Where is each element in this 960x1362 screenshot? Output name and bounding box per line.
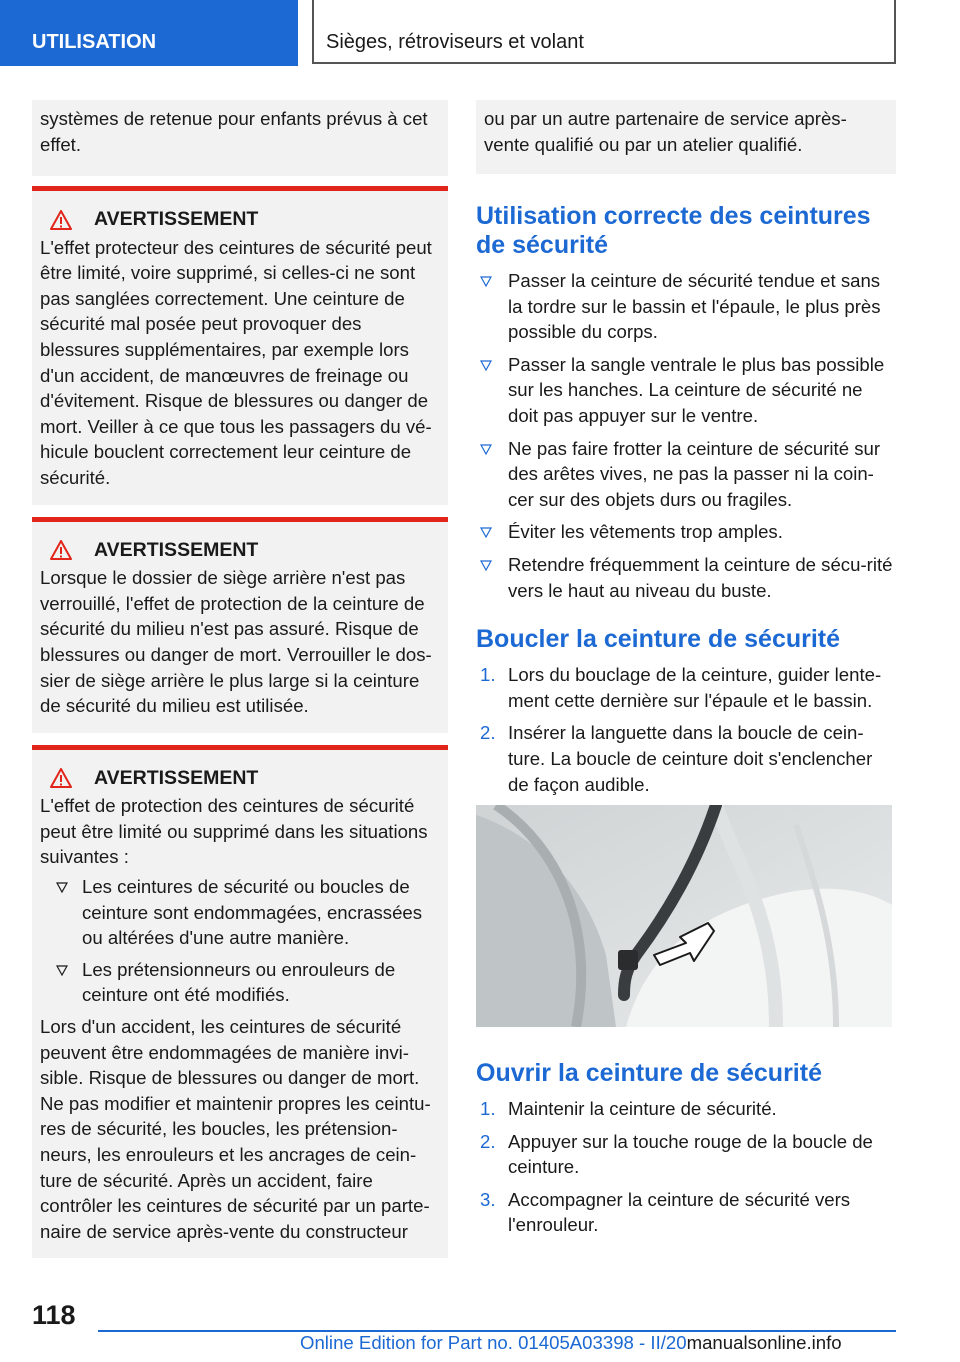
- section-heading: Utilisation correcte des ceintures de sécurité: [476, 202, 871, 259]
- step-number: 1.: [480, 664, 496, 686]
- warning-heading: AVERTISSEMENT: [40, 207, 438, 233]
- steps-list: [476, 662, 896, 797]
- section-heading: Boucler la ceinture de sécurité: [476, 625, 841, 654]
- triangle-bullet-icon: [480, 560, 492, 571]
- step-number: 1.: [480, 1098, 496, 1120]
- section-tab: UTILISATION: [0, 0, 298, 66]
- continuation-box: [476, 100, 896, 174]
- list-item: Les prétensionneurs ou enrouleurs de ceinture ont été modifiés.: [40, 957, 438, 1008]
- triangle-bullet-icon: [480, 276, 492, 287]
- footer-edition: Online Edition for Part no. 01405A03398 - II/20manualsonline.info: [300, 1332, 842, 1353]
- list-item: 1. Lors du bouclage de la ceinture, guider lente-ment cette dernière sur l'épaule et le bassin.: [480, 664, 882, 711]
- list-item: 2. Appuyer sur la touche rouge de la boucle de ceinture.: [480, 1130, 873, 1178]
- triangle-bullet-icon: [480, 360, 492, 371]
- right-column: [476, 100, 896, 1245]
- triangle-bullet-icon: [480, 527, 492, 538]
- list-item: Retendre fréquemment la ceinture de sécu-rité vers le haut au niveau du buste.: [476, 552, 896, 603]
- warning-text: Lors d'un accident, les ceintures de sécurité peuvent être endommagées de manière invi-sible. Risque de blessures ou danger de mort. Ne pas modifier et maintenir propres les ceintu-res de sécurité, les boucles, les prétension-neurs, les enrouleurs et les ancrages de cein-ture de sécurité. Après un accident, faire contrôler les ceintures de sécurité par un parte-naire de service après-vente du constructeur: [40, 1016, 431, 1242]
- footer-watermark: manualsonline.info: [686, 1332, 842, 1353]
- list-item: Passer la ceinture de sécurité tendue et sans la tordre sur le bassin et l'épaule, le plus près possible du corps.: [476, 268, 896, 345]
- tips-list: [476, 268, 896, 603]
- triangle-bullet-icon: [56, 965, 68, 976]
- triangle-bullet-icon: [480, 444, 492, 455]
- warning-text: L'effet protecteur des ceintures de sécurité peut être limité, voire supprimé, si celles-ci ne sont pas sanglées correctement. Une ceinture de sécurité mal posée peut provoquer des blessures supplémentaires, par exemple lors d'un accident, de manœuvres de freinage ou d'évitement. Risque de blessures ou danger de mort. Veiller à ce que tous les passagers du vé-hicule bouclent correctement leur ceinture de sécurité.: [40, 236, 432, 488]
- seat-image: [476, 805, 892, 1027]
- list-item: Passer la sangle ventrale le plus bas possible sur les hanches. La ceinture de sécurité ne doit pas appuyer sur le ventre.: [476, 352, 896, 429]
- list-item: Ne pas faire frotter la ceinture de sécurité sur des arêtes vives, ne pas la passer ni la coin-cer sur des objets durs ou fragiles.: [476, 436, 896, 513]
- page-header: [0, 0, 960, 66]
- warning-intro: L'effet de protection des ceintures de sécurité peut être limité ou supprimé dans les situations suivantes :: [40, 795, 428, 868]
- warning-box-1: [32, 186, 448, 505]
- triangle-bullet-icon: [56, 882, 68, 893]
- warning-triangle-icon: [50, 540, 72, 560]
- list-item: 1. Maintenir la ceinture de sécurité.: [476, 1096, 896, 1122]
- warning-heading: AVERTISSEMENT: [40, 766, 438, 792]
- warning-triangle-icon: [50, 768, 72, 788]
- step-number: 2.: [480, 1130, 496, 1152]
- continuation-text: ou par un autre partenaire de service après-vente qualifié ou par un atelier qualifié.: [484, 108, 847, 155]
- list-item: 3. Accompagner la ceinture de sécurité vers l'enrouleur.: [480, 1188, 851, 1236]
- chapter-title: Sièges, rétroviseurs et volant: [312, 0, 896, 64]
- warning-box-3: [32, 745, 448, 1259]
- intro-text: systèmes de retenue pour enfants prévus à cet effet.: [40, 108, 428, 155]
- warning-text: Lorsque le dossier de siège arrière n'est pas verrouillé, l'effet de protection de la ceinture de sécurité du milieu n'est pas assuré. Risque de blessures ou danger de mort. Verrouiller le dos-sier de siège arrière le plus large si la ceinture de sécurité du milieu est utilisée.: [40, 567, 432, 717]
- list-item: Éviter les vêtements trop amples.: [476, 519, 896, 545]
- step-number: 2.: [480, 722, 496, 744]
- page-number: 118: [32, 1300, 76, 1330]
- warning-bullets: [40, 874, 438, 1008]
- continuation-box: [32, 100, 448, 176]
- section-heading: Ouvrir la ceinture de sécurité: [476, 1059, 822, 1088]
- warning-heading: AVERTISSEMENT: [40, 538, 438, 564]
- seatbelt-buckle-illustration: [476, 805, 892, 1027]
- left-column: [32, 100, 448, 1258]
- warning-box-2: [32, 517, 448, 733]
- steps-list: [476, 1096, 896, 1238]
- warning-triangle-icon: [50, 210, 72, 230]
- step-number: 3.: [480, 1188, 496, 1210]
- list-item: Les ceintures de sécurité ou boucles de ceinture sont endommagées, encrassées ou altérées d'une autre manière.: [40, 874, 438, 951]
- list-item: 2. Insérer la languette dans la boucle de cein-ture. La boucle de ceinture doit s'enclencher de façon audible.: [480, 722, 873, 795]
